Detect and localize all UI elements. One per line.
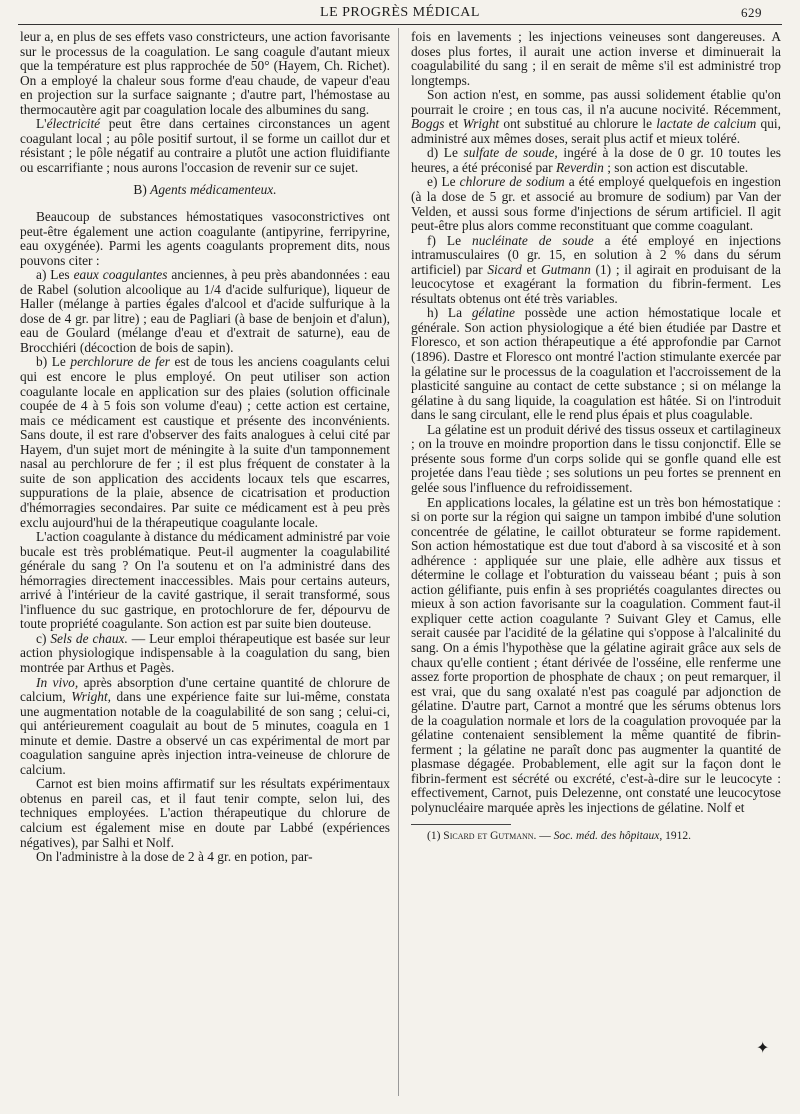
paragraph: On l'administre à la dose de 2 à 4 gr. en potion, par- — [36, 849, 313, 865]
paragraph: Son action n'est, en somme, pas aussi solidement établie qu'on pourrait le croire ; en tous cas, il n'a aucune nocivité. Récemment, Boggs et Wright ont substitué au chlorure le lactate de calcium qui, administré aux mêmes doses, serait plus actif et mieux toléré. — [411, 87, 781, 146]
paragraph: leur a, en plus de ses effets vaso constricteurs, une action favorisante sur le processus de la coagulation. Le sang coagule d'autant mieux que la température est plus rapprochée de 50° (Hayem, Ch. Richet). On a employé la chaleur sous forme d'eau chaude, de vapeur d'eau en projection sur la surface saignante ; d'autre part, l'hémostase au thermocautère agit par coagulation locale des albumines du sang. — [20, 29, 390, 117]
paragraph: In vivo, après absorption d'une certaine quantité de chlorure de calcium, Wright, dans une expérience faite sur lui-même, constata une augmentation notable de la coagulabilité de son sang ; celui-ci, qui antérieurement coagulait au bout de 5 minutes, coagula en 1 minute et demie. Dastre a observé un cas expérimental de mort par coagulation sanguine après injection intra-veineuse de chlorure de calcium. — [20, 674, 390, 777]
paragraph: La gélatine est un produit dérivé des tissus osseux et cartilagineux ; on la trouve en moindre proportion dans le tissu conjonctif. Elle se présente sous forme d'un corps solide qui se gonfle quand elle est projetée dans l'eau tiède ; ses solutions un peu fortes se prennent en gelée sous l'influence du refroidissement. — [411, 421, 782, 495]
running-header — [18, 4, 782, 22]
left-column — [20, 30, 390, 865]
running-title: LE PROGRÈS MÉDICAL — [320, 5, 480, 20]
footnote-rule — [411, 824, 511, 825]
paragraph: Beaucoup de substances hémostatiques vasoconstrictives ont peut-être également une action coagulante (antipyrine, ferripyrine, eau oxygénée). Parmi les agents coagulants proprement dits, nous pouvons citer : — [20, 209, 390, 268]
list-item: b) Le perchlorure de fer est de tous les anciens coagulants celui qui est encore le plus employé. On peut utiliser son action coagulante locale en application sur des plaies (solution officinale coupée de 4 à 5 fois son volume d'eau) ; cette action est certaine, mais ce médicament est caustique et présente des inconvénients. Sans doute, il est rare d'observer des faits analogues à celui cité par Hayem, d'un sujet mort de méningite à la suite d'un tamponnement nasal au perchlorure de fer ; il est plus fréquent de constater à la suite de son application des accidents locaux tels que escarres, suppurations de la plaie, absence de cicatrisation et production d'hémorragies secondaires. Par suite ce médicament est à peu près exclu aujourd'hui de la thérapeutique coagulante locale. — [20, 354, 390, 530]
footnote: (1) Sicard et Gutmann. — Soc. méd. des hôpitaux, 1912. — [427, 829, 691, 842]
paragraph: Carnot est bien moins affirmatif sur les résultats expérimentaux obtenus en pareil cas, et il faut tenir compte, selon lui, des techniques employées. L'action thérapeutique du chlorure de calcium est également mise en doute par Labbé (expériences négatives), par Salhi et Nolf. — [20, 776, 390, 850]
list-item: h) La gélatine possède une action hémostatique locale et générale. Son action physiologique a été bien étudiée par Dastre et Floresco, et son action thérapeutique a été approfondie par Carnot (1896). Dastre et Floresco ont montré l'action stimulante exercée par la gélatine sur le processus de la coagulation et l'accroissement de la plasticité sanguine au contact de cette substance ; si on mélange la gélatine à du sang liquide, la coagulation est hâtée. Si on l'introduit dans le sang circulant, elle le rend plus épais et plus coagulable. — [411, 305, 781, 423]
section-subheading: B) Agents médicamenteux. — [133, 182, 277, 198]
paragraph: En applications locales, la gélatine est un très bon hémostatique : si on porte sur la région qui saigne un tampon imbibé d'une solution concentrée de gélatine, le caillot obturateur se forme rapidement. Son action hémostatique est due tout d'abord à sa viscosité et à son adhérence : appliquée sur une plaie, elle adhère aux tissus et détermine le collage et l'obturation du vaisseau béant ; puis à son action gélifiante, puis enfin à ses propriétés coagulantes directes ou mieux à son action favorisante sur la coagulation. Comment faut-il expliquer cette action coagulante ? Suivant Gley et Camus, elle serait causée par l'acidité de la gélatine qui s'oppose à l'alcalinité du sang. On a émis l'hypothèse que la gélatine agirait grâce aux sels de chaux qu'elle contient ; étant dérivée de l'osséine, elle renferme une assez forte proportion de phosphate de chaux ; on peut remarquer, il est vrai, que du sang oxalaté n'est pas coagulé par adjonction de gélatine. D'autre part, Carnot a montré que les sérums obtenus lors de la coagulation normale et lors de la coagulation provoquée par la gélatine contenaient sensiblement la même quantité de fibrin-ferment ; la gélatine ne paraît donc pas augmenter la quantité de plasmase dégagée. Probablement, elle agit sur la façon dont le fibrin-ferment est sécrété ou excrété, c'est-à-dire sur le leucocyte : effectivement, Carnot, puis Delezenne, ont constaté une leucocytose polynucléaire marquée après les injections de gélatine. Nolf et — [411, 494, 781, 815]
ornament-icon: ✦ — [756, 1040, 770, 1057]
right-column — [411, 30, 781, 843]
header-rule — [18, 24, 782, 25]
list-item: d) Le sulfate de soude, ingéré à la dose de 0 gr. 10 toutes les heures, a été préconisé par Reverdin ; son action est discutable. — [411, 145, 781, 175]
list-item: a) Les eaux coagulantes anciennes, à peu près abandonnées : eau de Rabel (solution alcoolique au 1/4 d'acide sulfurique), liqueur de Haller (mélange à parties égales d'alcool et d'acide sulfurique à la dose de 4 gr. par litre) ; eau de Pagliari (à base de benjoin et d'alun), eau de Goulard (mélange d'eau et d'extrait de saturne), eau de Brocchiéri (décoction de bois de sapin). — [20, 267, 391, 355]
paragraph: L'action coagulante à distance du médicament administré par voie bucale est très problématique. Peut-il augmenter la coagulabilité générale du sang ? On l'a soutenu et on l'a administré dans des hémorragies directement inaccessibles. Mais pour certains auteurs, arrivé à l'intérieur de la cavité gastrique, il serait transformé, sous l'influence du suc gastrique, en protochlorure de fer, dépourvu de toute propriété coagulante. Son action est par suite bien douteuse. — [20, 529, 390, 632]
list-item: f) Le nucléinate de soude a été employé en injections intramusculaires (0 gr. 15, en solution à 2 % dans du sérum artificiel) par Sicard et Gutmann (1) ; il agirait en produisant de la leucocytose et exagérant la formation du fibrin-ferment. Les résultats obtenus ont été très variables. — [411, 232, 782, 306]
column-divider — [398, 28, 399, 1096]
paragraph: L'électricité peut être dans certaines circonstances un agent coagulant local ; au pôle positif surtout, il se forme un caillot dur et résistant ; le pôle négatif au contraire a plutôt une action fluidifiante ou escarrifiante ; nous aurons l'occasion de revenir sur ce sujet. — [20, 116, 390, 175]
list-item: e) Le chlorure de sodium a été employé quelquefois en ingestion (à la dose de 5 gr. et associé au bromure de sodium) par Van der Velden, et aussi sous forme d'injections de sérum artificiel. Il agit peut-être plus alors comme reconstituant que comme coagulant. — [411, 174, 781, 234]
list-item: c) Sels de chaux. — Leur emploi thérapeutique est basée sur leur action physiologique indispensable à la coagulation du sang, bien montrée par Arthus et Pagès. — [20, 630, 390, 675]
paragraph: fois en lavements ; les injections veineuses sont dangereuses. A doses plus fortes, il aurait une action inverse et diminuerait la coagulabilité du sang ; il en serait de même s'il est administré trop longtemps. — [411, 29, 781, 88]
page-number: 629 — [741, 5, 762, 20]
